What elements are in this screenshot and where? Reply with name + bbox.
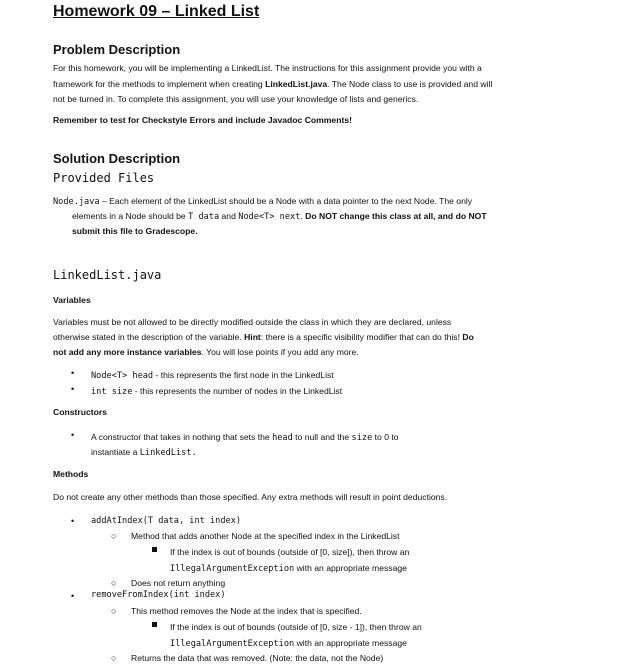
solution-heading: Solution Description [53,151,181,166]
problem-line-3: not be turned in. To complete this assignment, you will use your knowledge of lists and generics. [53,94,419,104]
problem-line-2: framework for the methods to implement when creating LinkedList.java. The Node class to use is provided and will [53,79,493,89]
bullet-dot: • [71,430,75,440]
square-bullet [152,622,157,627]
method-removefromindex-signature: removeFromIndex(int index) [91,590,226,600]
node-line-2: elements in a Node should be T data and Node<T> next. Do NOT change this class at all, and do NOT [72,211,487,222]
constructor-line-1: A constructor that takes in nothing that sets the head to null and the size to 0 to [91,432,399,443]
problem-line-1: For this homework, you will be implementing a LinkedList. The instructions for this assignment provide you with a [53,63,482,73]
circle-bullet: ○ [111,578,117,588]
circle-bullet: ○ [111,653,117,663]
constructor-line-2: instantiate a LinkedList. [91,447,197,458]
node-line-1: Node.java – Each element of the LinkedList should be a Node with a data pointer to the next Node. The only [53,196,473,207]
variables-line-2: otherwise stated in the description of the variable. Hint: there is a specific visibility modifier that can do this! Do [53,332,474,342]
addatindex-description: Method that adds another Node at the specified index in the LinkedList [131,531,400,541]
page-title: Homework 09 – Linked List [53,3,260,20]
constructors-heading: Constructors [53,407,107,417]
square-bullet [152,547,157,552]
removefromindex-description: This method removes the Node at the index that is specified. [131,606,362,616]
variables-heading: Variables [53,295,91,305]
provided-files-heading: Provided Files [53,171,155,185]
variables-line-3: not add any more instance variables. You will lose points if you add any more. [53,347,359,357]
node-line-3: submit this file to Gradescope. [72,226,198,236]
bullet-dot: • [71,591,75,601]
bullet-dot: • [71,384,75,394]
problem-heading: Problem Description [53,42,181,57]
methods-intro: Do not create any other methods than those specified. Any extra methods will result in point deductions. [53,492,448,502]
bullet-dot: • [71,516,75,526]
variable-size: int size - this represents the number of nodes in the LinkedList [91,386,343,397]
addatindex-exception-line-1: If the index is out of bounds (outside of [0, size]), then throw an [170,547,410,557]
removefromindex-return: Returns the data that was removed. (Note: the data, not the Node) [131,653,384,663]
methods-heading: Methods [53,469,89,479]
addatindex-exception-line-2: IllegalArgumentException with an appropriate message [170,563,407,574]
removefromindex-exception-line-1: If the index is out of bounds (outside of [0, size - 1]), then throw an [170,622,422,632]
circle-bullet: ○ [111,606,117,616]
bullet-dot: • [71,368,75,378]
variables-line-1: Variables must be not allowed to be directly modified outside the class in which they are declared, unless [53,317,452,327]
reminder: Remember to test for Checkstyle Errors and include Javadoc Comments! [53,115,352,125]
circle-bullet: ○ [111,531,117,541]
linkedlist-file-heading: LinkedList.java [53,268,162,282]
method-addatindex-signature: addAtIndex(T data, int index) [91,516,242,526]
removefromindex-exception-line-2: IllegalArgumentException with an appropriate message [170,638,407,649]
variable-head: Node<T> head - this represents the first node in the LinkedList [91,370,334,381]
addatindex-return: Does not return anything [131,578,226,588]
